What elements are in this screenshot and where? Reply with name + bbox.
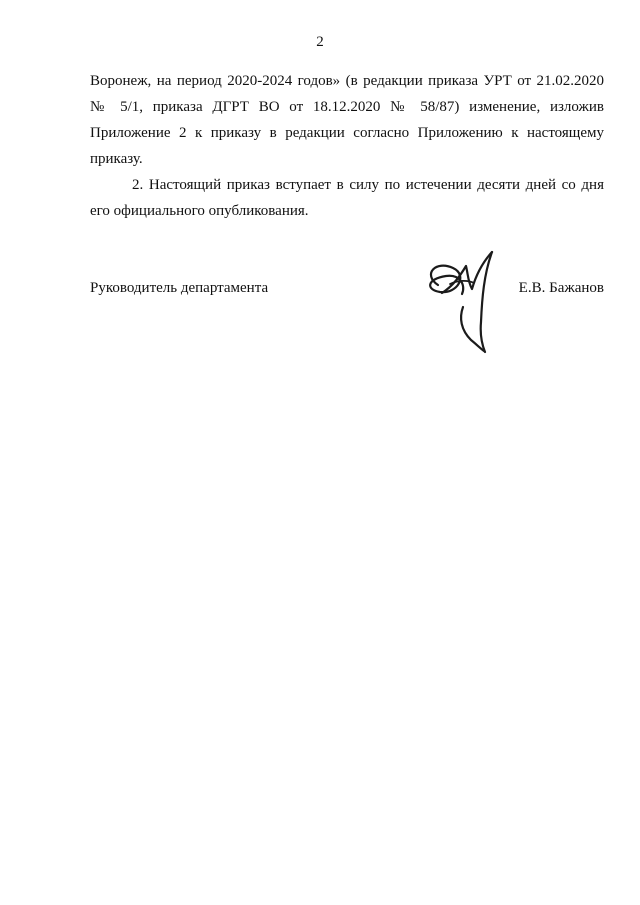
signature-block [90,278,604,308]
document-body [90,68,604,224]
page-number: 2 [316,34,324,50]
handwritten-signature-icon [418,240,510,358]
signer-name: Е.В. Бажанов [518,280,604,296]
paragraph-item-2: 2. Настоящий приказ вступает в силу по истечении десяти дней со дня его официального опубликования. [90,177,604,219]
signer-title: Руководитель департамента [90,280,269,296]
paragraph-continuation: Воронеж, на период 2020-2024 годов» (в редакции приказа УРТ от 21.02.2020 № 5/1, приказа ДГРТ ВО от 18.12.2020 № 58/87) изменение, изложив Приложение 2 к приказу в редакции согласно Приложению к настоящему приказу. [90,73,604,167]
